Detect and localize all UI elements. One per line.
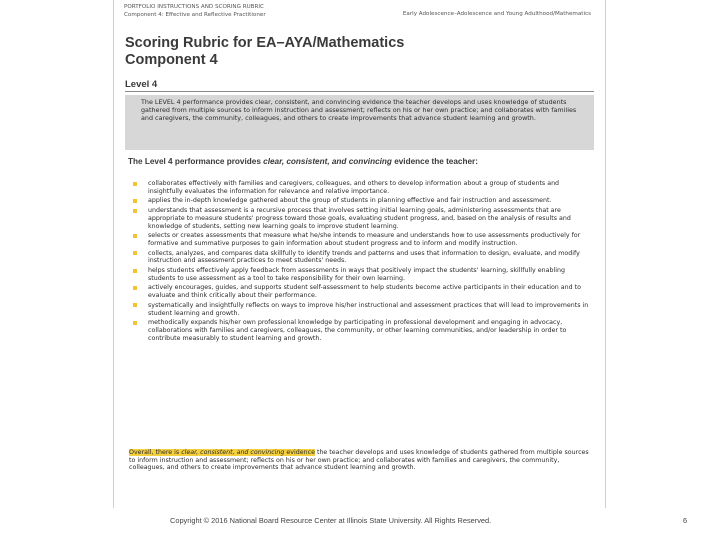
- lead-pre: The Level 4 performance provides: [128, 157, 264, 166]
- lead-post: evidence the teacher:: [391, 157, 478, 166]
- overall-rest: the teacher develops and uses knowledge of students gathered from multiple sources to inform instruction and assessment; reflects on his or her own practice; and collaborates with families and caregivers, the community, colleagues, and others to create improvements that advance student learning and growth.: [129, 449, 589, 472]
- list-item: systematically and insightfully reflects on ways to improve his/her instructional and assessment practices that will lead to improvements in student learning and growth.: [128, 302, 590, 317]
- list-item: applies the in-depth knowledge gathered about the group of students in planning effective and fair instruction and assessment.: [128, 197, 590, 205]
- running-header: [124, 4, 595, 22]
- overall-highlight: Overall, there is clear, consistent, and convincing evidence: [129, 449, 315, 456]
- level-summary-box: [125, 95, 594, 150]
- divider: [125, 91, 594, 92]
- square-bullet-icon: [133, 286, 137, 290]
- page-number: 6: [683, 516, 688, 525]
- document-page: [113, 0, 606, 508]
- list-item: methodically expands his/her own professional knowledge by participating in professional development and engaging in advocacy, collaborations with families and caregivers, colleagues, the community, or other learning communities, and/or leadership in order to contribute measurably to student learning and growth.: [128, 319, 590, 342]
- square-bullet-icon: [133, 251, 137, 255]
- square-bullet-icon: [133, 321, 137, 325]
- square-bullet-icon: [133, 182, 137, 186]
- square-bullet-icon: [133, 303, 137, 307]
- list-item: collects, analyzes, and compares data skillfully to identify trends and patterns and uses that information to design, evaluate, and modify instruction and assessment practices to meet students' needs.: [128, 250, 590, 265]
- square-bullet-icon: [133, 209, 137, 213]
- lead-statement: [128, 157, 578, 167]
- level-heading: Level 4: [125, 79, 158, 90]
- overall-statement: [129, 449, 591, 472]
- list-item: selects or creates assessments that measure what he/she intends to measure and understands how to use assessments productively for formative and summative purposes to gain information about student progress and to inform and modify instruction.: [128, 232, 590, 247]
- square-bullet-icon: [133, 199, 137, 203]
- header-line-1: PORTFOLIO INSTRUCTIONS AND SCORING RUBRIC: [124, 4, 264, 10]
- list-item: collaborates effectively with families and caregivers, colleagues, and others to develop information about a group of students and insightfully evaluates the information for relevance and relative importance.: [128, 180, 590, 195]
- square-bullet-icon: [133, 269, 137, 273]
- criteria-list: [128, 180, 590, 344]
- copyright-footer: Copyright © 2016 National Board Resource Center at Illinois State University. All Rights Reserved.: [170, 516, 492, 525]
- square-bullet-icon: [133, 234, 137, 238]
- title-line-2: Component 4: [125, 52, 218, 68]
- lead-emphasis: clear, consistent, and convincing: [263, 157, 392, 166]
- list-item: helps students effectively apply feedback from assessments in ways that positively impact the students' learning, skillfully enabling students to use assessment as a tool to take responsibility for their own learning.: [128, 267, 590, 282]
- title-line-1: Scoring Rubric for EA–AYA/Mathematics: [125, 35, 405, 51]
- list-item: understands that assessment is a recursive process that involves setting initial learning goals, administering assessments that are appropriate to measure students' progress toward those goals, evaluating student progress, and, based on the analysis of results and knowledge of students, setting new learning goals to improve student learning.: [128, 207, 590, 230]
- level-summary-text: The LEVEL 4 performance provides clear, consistent, and convincing evidence the teacher develops and uses knowledge of students gathered from multiple sources to inform instruction and assessment; reflects on his or her own practice; and collaborates with families and caregivers, the community, colleagues, and others to create improvements that advance student learning and growth.: [141, 98, 577, 123]
- header-line-2: Component 4: Effective and Reflective Practitioner: [124, 11, 266, 18]
- page-title: [125, 35, 595, 69]
- header-right: Early Adolescence–Adolescence and Young Adulthood/Mathematics: [402, 11, 591, 17]
- running-header-left: [124, 4, 266, 19]
- list-item: actively encourages, guides, and supports student self-assessment to help students become active participants in their education and to evaluate and think critically about their performance.: [128, 284, 590, 299]
